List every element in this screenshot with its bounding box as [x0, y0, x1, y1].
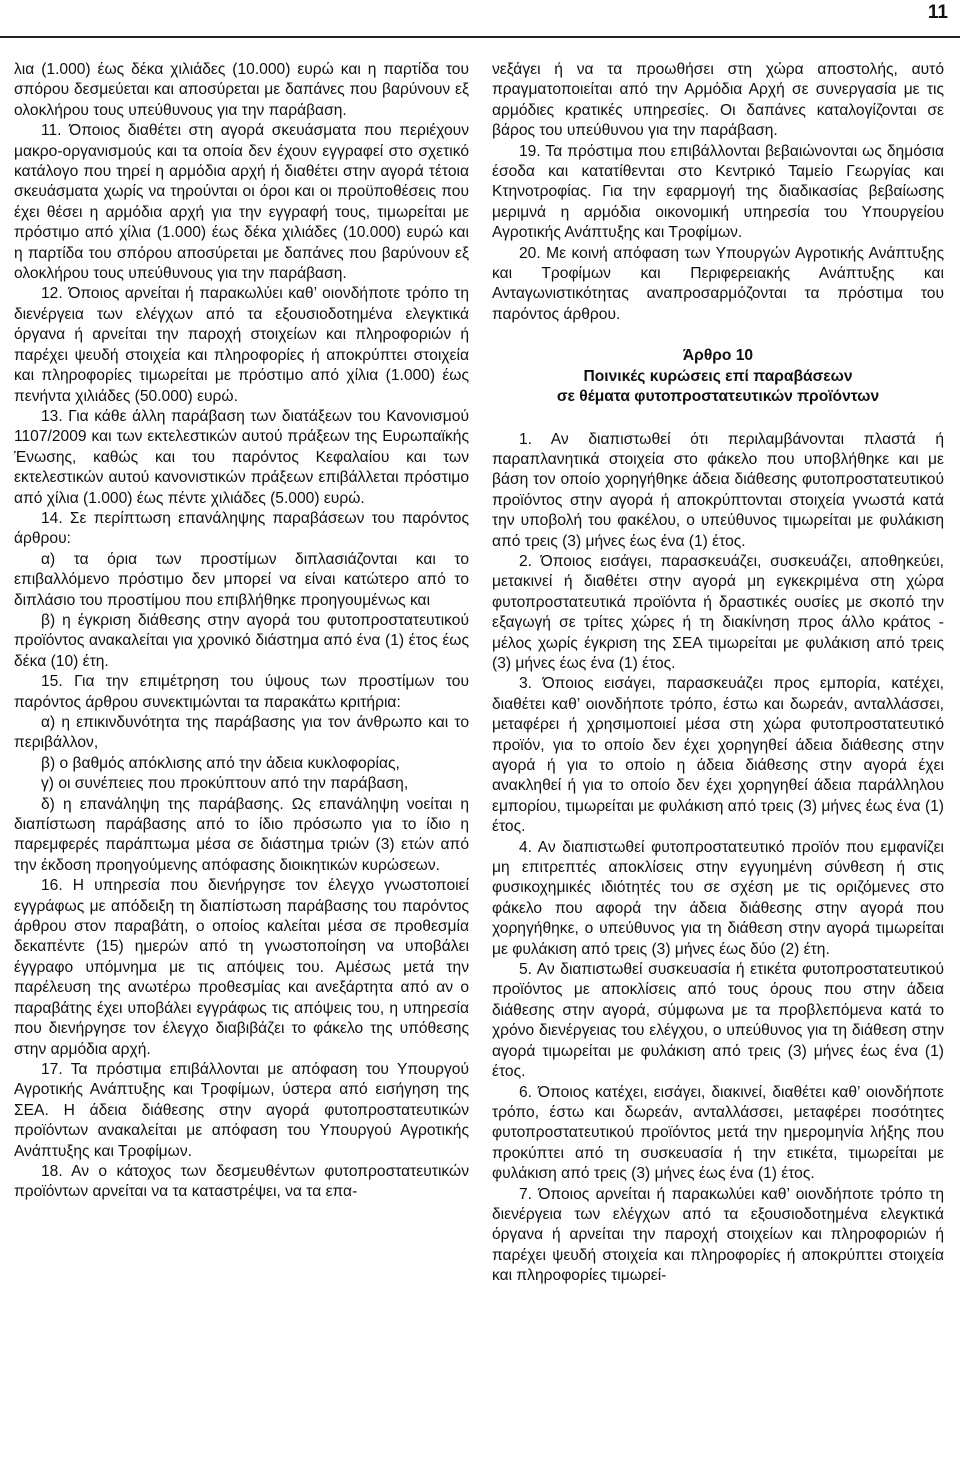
paragraph: β) η έγκριση διάθεσης στην αγορά του φυτοπροστατευτικού προϊόντος ανακαλείται για χρονικό διάστημα από ένα (1) έτος έως δέκα (10) έτη.: [14, 611, 469, 670]
paragraph: 15. Για την επιμέτρηση του ύψους των προστίμων του παρόντος άρθρου συνεκτιμώνται τα παρακάτω κριτήρια:: [14, 673, 469, 711]
paragraph: 17. Τα πρόστιμα επιβάλλονται με απόφαση του Υπουργού Αγροτικής Ανάπτυξης και Τροφίμων, ύστερα από εισήγηση της ΣΕΑ. Η άδεια διάθεσης στην αγορά φυτοπροστατευτικών προϊόντων ανακαλείται με απόφαση του Υπουργού Αγροτικής Ανάπτυξης και Τροφίμων.: [14, 1060, 469, 1160]
paragraph: 13. Για κάθε άλλη παράβαση των διατάξεων του Κανονισμού 1107/2009 και των εκτελεστικών αυτού πράξεων της Ευρωπαϊκής Ένωσης, καθώς και του παρόντος Κεφαλαίου και των εκτελεστικών αυτού κανονιστικών πράξεων επιβάλλεται πρόστιμο από χίλια (1.000) έως πέντε χιλιάδες (5.000) ευρώ.: [14, 407, 469, 507]
header-rule: [0, 36, 960, 38]
paragraph: 7. Όποιος αρνείται ή παρακωλύει καθ’ οιονδήποτε τρόπο τη διενέργεια των ελέγχων από τα εξουσιοδοτημένα ελεγκτικά όργανα ή αρνείται την παροχή στοιχείων και πληροφοριών ή παρέχει ψευδή στοιχεία και πληροφορίες ή αποκρύπτει στοιχεία και πληροφορίες τιμωρεί-: [492, 1185, 944, 1285]
paragraph: α) η επικινδυνότητα της παράβασης για τον άνθρωπο και το περιβάλλον,: [14, 714, 469, 752]
left-column: [14, 60, 469, 1203]
paragraph: 3. Όποιος εισάγει, παρασκευάζει προς εμπορία, κατέχει, διαθέτει καθ’ οιονδήποτε τρόπο, έστω και δωρεάν, ανταλλάσσει, μεταφέρει ή χρησιμοποιεί μέσα στη χώρα φυτοπροστατευτικό προϊόν, για το οποίο δεν έχει χορηγηθεί άδεια διάθεσης στην αγορά ή για το οποίο η άδεια διάθεσης στην αγορά έχει ανακληθεί ή για το οποίο δεν έχει χορηγηθεί άδεια παράλληλου εμπορίου, τιμωρείται με φυλάκιση από τρεις (3) μήνες έως ένα (1) έτος.: [492, 675, 944, 836]
article-title-line-1: Ποινικές κυρώσεις επί παραβάσεων: [583, 367, 853, 385]
right-column: [492, 60, 944, 1287]
paragraph: β) ο βαθμός απόκλισης από την άδεια κυκλοφορίας,: [41, 754, 400, 772]
paragraph: 14. Σε περίπτωση επανάληψης παραβάσεων του παρόντος άρθρου:: [14, 509, 469, 548]
paragraph: 4. Αν διαπιστωθεί φυτοπροστατευτικό προϊόν που εμφανίζει μη επιτρεπτές αποκλίσεις στην εγγυημένη σύνθεση ή στις φυσικοχημικές ιδιότητές του σε σχέση με τις οριζόμενες στο φάκελο που αφορά την άδεια διάθεσης στην αγορά που χορηγήθηκε, ο υπεύθυνος για τη διάθεση στην αγορά τιμωρείται με φυλάκιση από τρεις (3) μήνες έως δύο (2) έτη.: [492, 838, 944, 958]
article-number: Άρθρο 10: [682, 347, 754, 365]
paragraph: 1. Αν διαπιστωθεί ότι περιλαμβάνονται πλαστά ή παραπλανητικά στοιχεία στο φάκελο που υποβλήθηκε και με βάση τον οποίο χορηγήθηκε άδεια διάθεσης φυτοπροστατευτικού προϊόντος στην αγορά ή αποκρύπτονται στοιχεία γνωστά κατά την υποβολή του φακέλου, ο υπεύθυνος τιμωρείται με φυλάκιση από τρεις (3) μήνες έως ένα (1) έτος.: [492, 430, 944, 550]
paragraph: γ) οι συνέπειες που προκύπτουν από την παράβαση,: [41, 775, 409, 793]
paragraph: λια (1.000) έως δέκα χιλιάδες (10.000) ευρώ και η παρτίδα του σπόρου δεσμεύεται και αποσύρεται με δαπάνες που βαρύνουν εξ ολοκλήρου τους υπεύθυνους για την παράβαση.: [14, 61, 469, 119]
page-header: [0, 0, 960, 45]
paragraph: νεξάγει ή να τα προωθήσει στη χώρα αποστολής, αυτό πραγματοποιείται από την Αρμόδια Αρχή σε συνεργασία με τις αρμόδιες κρατικές υπηρεσίες. Οι δαπάνες καταλογίζονται σε βάρος του υπεύθυνου για την παράβαση.: [492, 61, 944, 140]
paragraph: 5. Αν διαπιστωθεί συσκευασία ή ετικέτα φυτοπροστατευτικού προϊόντος με αποκλίσεις από τους όρους που στην άδεια διάθεσης στην αγορά, σύμφωνα με τα προβλεπόμενα κατά το χρόνο διενέργειας του ελέγχου, ο υπεύθυνος για τη διάθεση στην αγορά τιμωρείται με φυλάκιση από τρεις (3) μήνες έως ένα (1) έτος.: [492, 961, 944, 1081]
right-column-body: [492, 430, 944, 1287]
paragraph: 11. Όποιος διαθέτει στη αγορά σκευάσματα που περιέχουν μακρο-οργανισμούς και τα οποία δεν έχουν εγγραφεί στο σχετικό κατάλογο που τηρεί η αρμόδια αρχή ή διαθέτει στην αγορά τέτοια σκευάσματα χωρίς να τηρούνται οι όροι και οι προϋποθέσεις που έχει θέσει η αρμόδια αρχή για την εγγραφή τους, τιμωρείται με πρόστιμο από χίλια (1.000) έως δέκα χιλιάδες (10.000) ευρώ και η παρτίδα του σπόρου αποσύρεται με δαπάνες που βαρύνουν εξ ολοκλήρου τους υπεύθυνους για την παράβαση.: [14, 122, 469, 283]
paragraph: 18. Αν ο κάτοχος των δεσμευθέντων φυτοπροστατευτικών προϊόντων αρνείται να τα καταστρέψει, να τα επα-: [14, 1162, 469, 1201]
paragraph: 6. Όποιος κατέχει, εισάγει, διακινεί, διαθέτει καθ’ οιονδήποτε τρόπο, έστω και δωρεάν, ανταλλάσσει, μεταφέρει ποσότητες φυτοπροστατευτικού προϊόντος μετά την ημερομηνία λήξης που προκύπτει από τη συσκευασία ή την ετικέτα, τιμωρείται με φυλάκιση από τρεις (3) μήνες έως ένα (1) έτος.: [492, 1083, 944, 1183]
paragraph: 2. Όποιος εισάγει, παρασκευάζει, συσκευάζει, αποθηκεύει, μετακινεί ή διαθέτει στην αγορά μη εγκεκριμένα στη χώρα φυτοπροστατευτικά προϊόντα ή δραστικές ουσίες με σκοπό την εξαγωγή σε τρίτες χώρες ή τη διακίνηση προς άλλο κράτος - μέλος χωρίς έγκριση της ΣΕΑ τιμωρείται με φυλάκιση από τρεις (3) μήνες έως ένα (1) έτος.: [492, 552, 944, 672]
paragraph: 12. Όποιος αρνείται ή παρακωλύει καθ’ οιονδήποτε τρόπο τη διενέργεια των ελέγχων από τα εξουσιοδοτημένα ελεγκτικά όργανα ή αρνείται την παροχή στοιχείων και πληροφοριών ή παρέχει ψευδή στοιχεία και πληροφορίες ή αποκρύπτει στοιχεία και πληροφορίες τιμωρείται με πρόστιμο από χίλια (1.000) έως πενήντα χιλιάδες (50.000) ευρώ.: [14, 285, 469, 405]
right-column-top: [492, 60, 944, 325]
article-title-line-2: σε θέματα φυτοπροστατευτικών προϊόντων: [556, 388, 880, 406]
paragraph: 16. Η υπηρεσία που διενήργησε τον έλεγχο γνωστοποιεί εγγράφως με απόδειξη τη διαπίστωση παράβασης του παρόντος άρθρου στον παραβάτη, ο οποίος καλείται μέσα σε προθεσμία δεκαπέντε (15) ημερών από τη γνωστοποίηση να υποβάλει έγγραφο υπόμνημα με τις απόψεις του. Αμέσως μετά την παρέλευση της ανωτέρω προθεσμίας και ανεξάρτητα από αν ο παραβάτης έχει υποβάλει εγγράφως τις απόψεις του, η υπηρεσία που διενήργησε τον έλεγχο διαβιβάζει το φάκελο της υπόθεσης στην αρμόδια αρχή.: [14, 877, 469, 1058]
page-number: 11: [927, 2, 948, 23]
article-heading: [492, 346, 944, 407]
paragraph: 20. Με κοινή απόφαση των Υπουργών Αγροτικής Ανάπτυξης και Τροφίμων και Περιφερειακής Ανάπτυξης και Ανταγωνιστικότητας αναπροσαρμόζονται τα πρόστιμα του παρόντος άρθρου.: [492, 244, 944, 323]
paragraph: δ) η επανάληψη της παράβασης. Ως επανάληψη νοείται η διαπίστωση παράβασης από το ίδιο πρόσωπο για το ίδιο η παρεμφερές παράπτωμα μέσα σε διάστημα τριών (3) ετών από την έκδοση προηγούμενης απόφασης διοικητικών κυρώσεων.: [14, 795, 469, 874]
paragraph: 19. Τα πρόστιμα που επιβάλλονται βεβαιώνονται ως δημόσια έσοδα και κατατίθενται στο Κεντρικό Ταμείο Γεωργίας και Κτηνοτροφίας. Για την εφαρμογή της διαδικασίας βεβαίωσης μεριμνά η αρμόδια οικονομική υπηρεσία του Υπουργείου Αγροτικής Ανάπτυξης και Τροφίμων.: [492, 142, 944, 242]
paragraph: α) τα όρια των προστίμων διπλασιάζονται και το επιβαλλόμενο πρόστιμο δεν μπορεί να είναι κατώτερο από το διπλάσιο του προστίμου που επιβλήθηκε προηγουμένως και: [14, 550, 469, 609]
